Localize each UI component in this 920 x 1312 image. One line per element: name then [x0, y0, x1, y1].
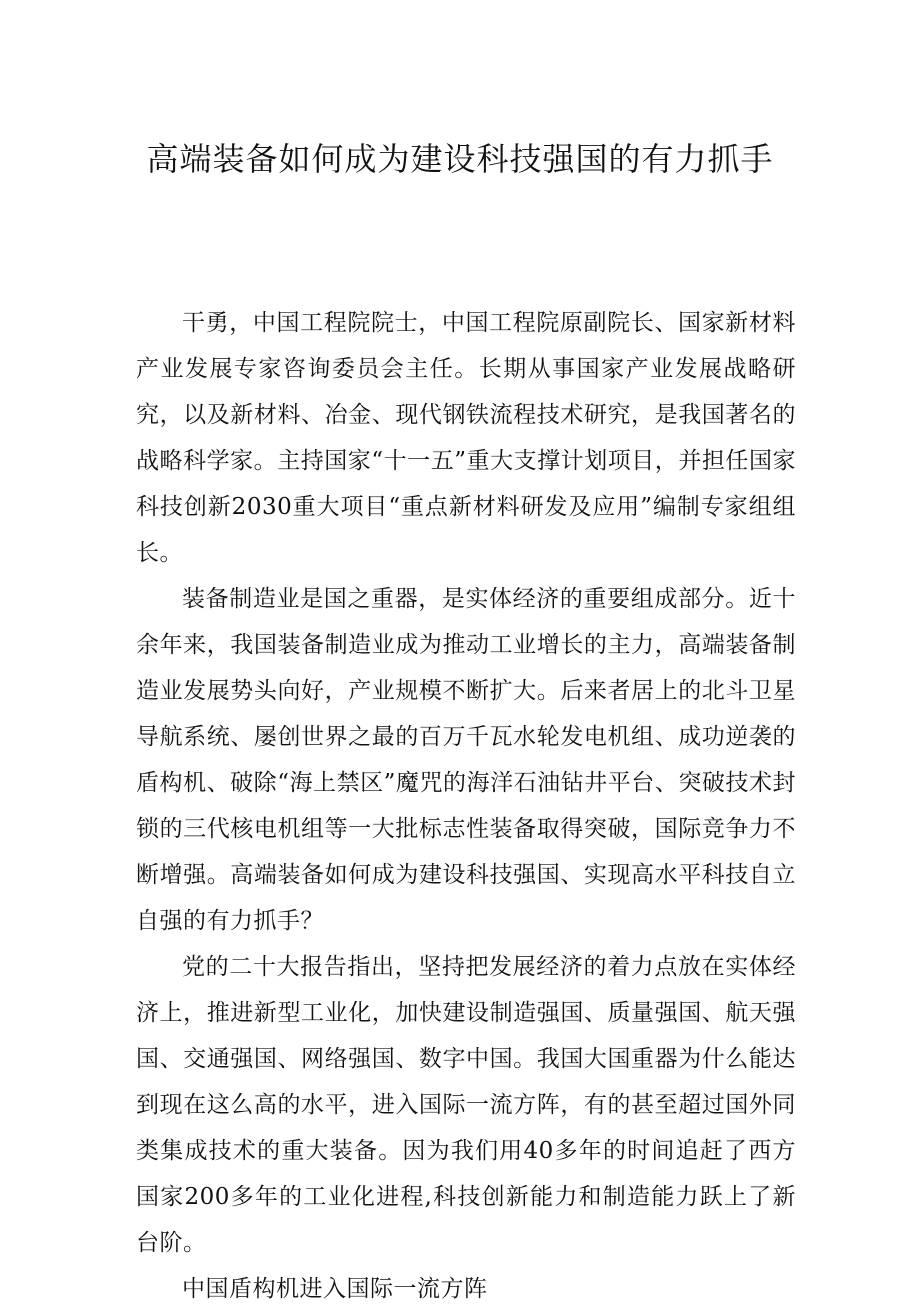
document-body [136, 300, 796, 1312]
paragraph-author-bio: 干勇，中国工程院院士，中国工程院原副院长、国家新材料产业发展专家咨询委员会主任。长期从事国家产业发展战略研究，以及新材料、冶金、现代钢铁流程技术研究，是我国著名的战略科学家。主持国家“十一五”重大支撑计划项目，并担任国家科技创新2030重大项目“重点新材料研发及应用”编制专家组组长。 [136, 310, 796, 566]
paragraph-party-report: 党的二十大报告指出，坚持把发展经济的着力点放在实体经济上，推进新型工业化，加快建设制造强国、质量强国、航天强国、交通强国、网络强国、数字中国。我国大国重器为什么能达到现在这么高的水平，进入国际一流方阵，有的甚至超过国外同类集成技术的重大装备。因为我们用40多年的时间追赶了西方国家200多年的工业化进程,科技创新能力和制造能力跃上了新台阶。 [136, 954, 796, 1256]
document-title: 高端装备如何成为建设科技强国的有力抓手 [146, 140, 774, 178]
paragraph-equipment-manufacturing: 装备制造业是国之重器，是实体经济的重要组成部分。近十余年来，我国装备制造业成为推动工业增长的主力，高端装备制造业发展势头向好，产业规模不断扩大。后来者居上的北斗卫星导航系统、屡创世界之最的百万千瓦水轮发电机组、成功逆袭的盾构机、破除“海上禁区”魔咒的海洋石油钻井平台、突破技术封锁的三代核电机组等一大批标志性装备取得突破，国际竞争力不断增强。高端装备如何成为建设科技强国、实现高水平科技自立自强的有力抓手？ [136, 586, 796, 934]
image-caption: 中国盾构机进入国际一流方阵 [182, 1276, 488, 1302]
